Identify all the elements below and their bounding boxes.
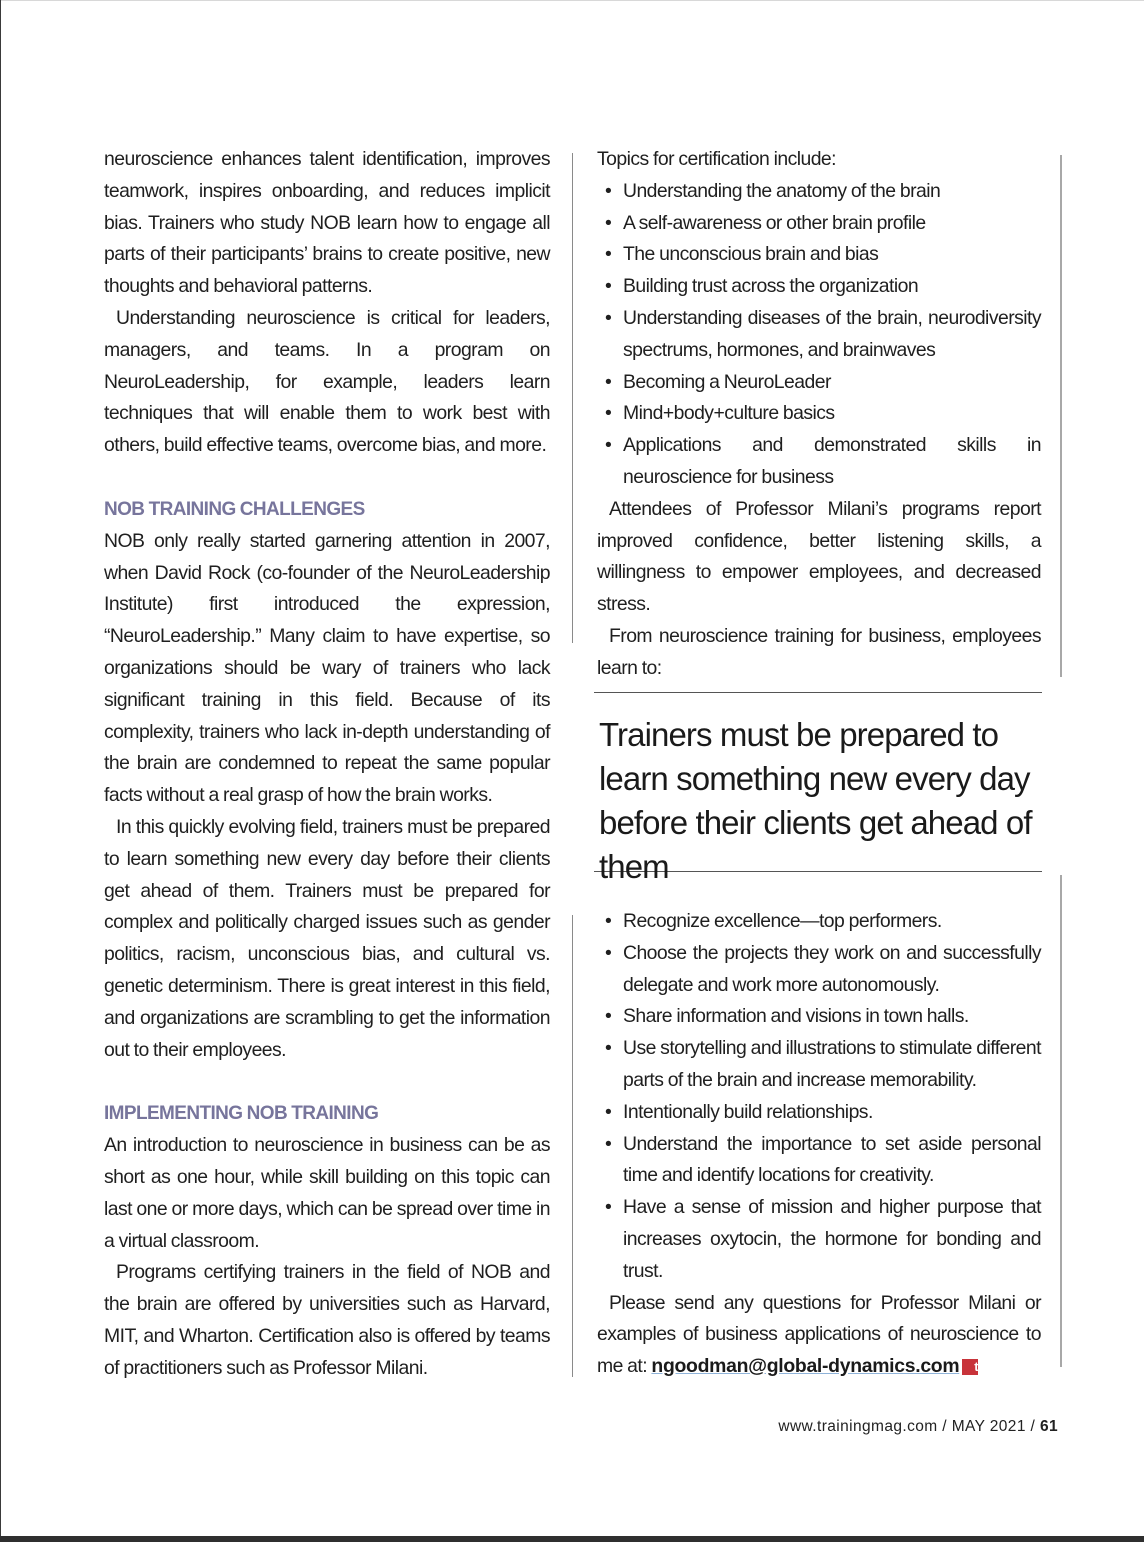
column-divider — [572, 915, 573, 1377]
body-paragraph: Programs certifying trainers in the field of NOB and the brain are offered by universities such as Harvard, MIT, and Wharton. Certification also is offered by teams of practitioners such as Professor Milani. — [104, 1261, 550, 1379]
body-paragraph: From neuroscience training for business, employees learn to: — [597, 624, 1041, 679]
bullet-icon: • — [605, 434, 612, 457]
bullet-icon: • — [605, 910, 612, 932]
bullet-icon: • — [605, 306, 612, 329]
topics-intro: Topics for certification include: — [597, 148, 837, 170]
body-paragraph: An introduction to neuroscience in business can be as short as one hour, while skill building on this topic can last one or more days, which can be spread over time in a virtual classroom. — [104, 1134, 550, 1252]
bullet-icon: • — [605, 941, 612, 964]
list-item: • Becoming a NeuroLeader — [597, 367, 1041, 399]
page-footer — [778, 1418, 1058, 1436]
bullet-icon: • — [605, 275, 612, 298]
page-left-edge — [0, 0, 1, 1536]
column-divider — [572, 153, 573, 643]
bullet-icon: • — [605, 370, 612, 393]
bullet-icon: • — [605, 1005, 612, 1028]
bullet-icon: • — [605, 243, 612, 266]
list-item: • Use storytelling and illustrations to stimulate different parts of the brain and increase memorability. — [597, 1033, 1041, 1097]
closing-paragraph: Please send any questions for Professor Milani or examples of business applications of neuroscience to me at: ngoodman@global-dynamics.com t — [597, 1291, 1041, 1378]
pull-quote-text: Trainers must be prepared to learn something new every day before their clients get ahead of them — [599, 716, 1032, 885]
page-number: 61 — [1039, 1418, 1058, 1435]
list-item: • Mind+body+culture basics — [597, 398, 1041, 430]
bullet-icon: • — [605, 1196, 612, 1219]
list-item: • Building trust across the organization — [597, 271, 1041, 303]
email-link[interactable]: ngoodman@global-dynamics.com — [651, 1355, 960, 1378]
list-item: • Applications and demonstrated skills in neuroscience for business — [597, 430, 1041, 494]
left-column — [104, 144, 550, 1384]
bullet-icon: • — [605, 1037, 612, 1060]
body-paragraph: In this quickly evolving field, trainers must be prepared to learn something new every day before their clients get ahead of them. Trainers must be prepared for complex and politically charged issues such as gender politics, racism, unconscious bias, and cultural vs. genetic determinism. There is great interest in this field, and organizations are scrambling to get the information out to their employees. — [104, 815, 550, 1061]
bullet-icon: • — [605, 402, 612, 425]
body-paragraph: NOB only really started garnering attention in 2007, when David Rock (co-founder of the NeuroLeadership Institute) first introduced the expression, “NeuroLeadership.” Many claim to have expertise, so organizations should be wary of trainers who lack significant training in this field. Because of its complexity, trainers who lack in-depth understanding of the brain are condemned to repeat the same popular facts without a real grasp of how the brain works. — [104, 529, 550, 807]
site-and-issue: www.trainingmag.com / MAY 2021 / — [778, 1418, 1040, 1435]
list-item: • Understanding the anatomy of the brain — [597, 176, 1041, 208]
body-paragraph: neuroscience enhances talent identification, improves teamwork, inspires onboarding, and reduces implicit bias. Trainers who study NOB learn how to engage all parts of their participants’ brains to create positive, new thoughts and behavioral patterns. — [104, 148, 550, 298]
right-column-lower — [597, 906, 1041, 1383]
column-rule — [1060, 875, 1062, 1367]
right-column-upper — [597, 144, 1041, 685]
body-paragraph: Understanding neuroscience is critical for leaders, managers, and teams. In a program on NeuroLeadership, for example, leaders learn techniques that will enable them to work best with others, build effective teams, overcome bias, and more. — [104, 306, 550, 457]
section-heading-challenges: NOB TRAINING CHALLENGES — [104, 498, 365, 520]
bullet-icon: • — [605, 179, 612, 202]
viewer-bottom-bar — [0, 1536, 1144, 1542]
column-rule — [1060, 155, 1062, 677]
bullet-icon: • — [605, 211, 612, 234]
section-heading-implementing: IMPLEMENTING NOB TRAINING — [104, 1103, 379, 1125]
bullet-icon: • — [605, 1132, 612, 1155]
list-item: • Choose the projects they work on and successfully delegate and work more autonomously. — [597, 938, 1041, 1002]
pull-quote — [594, 692, 1042, 885]
list-item: • Intentionally build relationships. — [597, 1097, 1041, 1129]
list-item: • Understand the importance to set aside personal time and identify locations for creativity. — [597, 1129, 1041, 1193]
list-item: • Share information and visions in town halls. — [597, 1001, 1041, 1033]
end-mark-icon: t — [962, 1359, 978, 1375]
learn-list — [597, 906, 1041, 1288]
page-top-edge — [0, 0, 1144, 1]
list-item: • Understanding diseases of the brain, neurodiversity spectrums, hormones, and brainwaves — [597, 303, 1041, 367]
list-item: • Recognize excellence—top performers. — [597, 906, 1041, 938]
list-item: • Have a sense of mission and higher purpose that increases oxytocin, the hormone for bonding and trust. — [597, 1192, 1041, 1287]
bullet-icon: • — [605, 1100, 612, 1123]
body-paragraph: Attendees of Professor Milani’s programs report improved confidence, better listening skills, a willingness to empower employees, and decreased stress. — [597, 497, 1041, 616]
list-item: • The unconscious brain and bias — [597, 239, 1041, 271]
topics-list — [597, 176, 1041, 494]
list-item: • A self-awareness or other brain profile — [597, 208, 1041, 240]
